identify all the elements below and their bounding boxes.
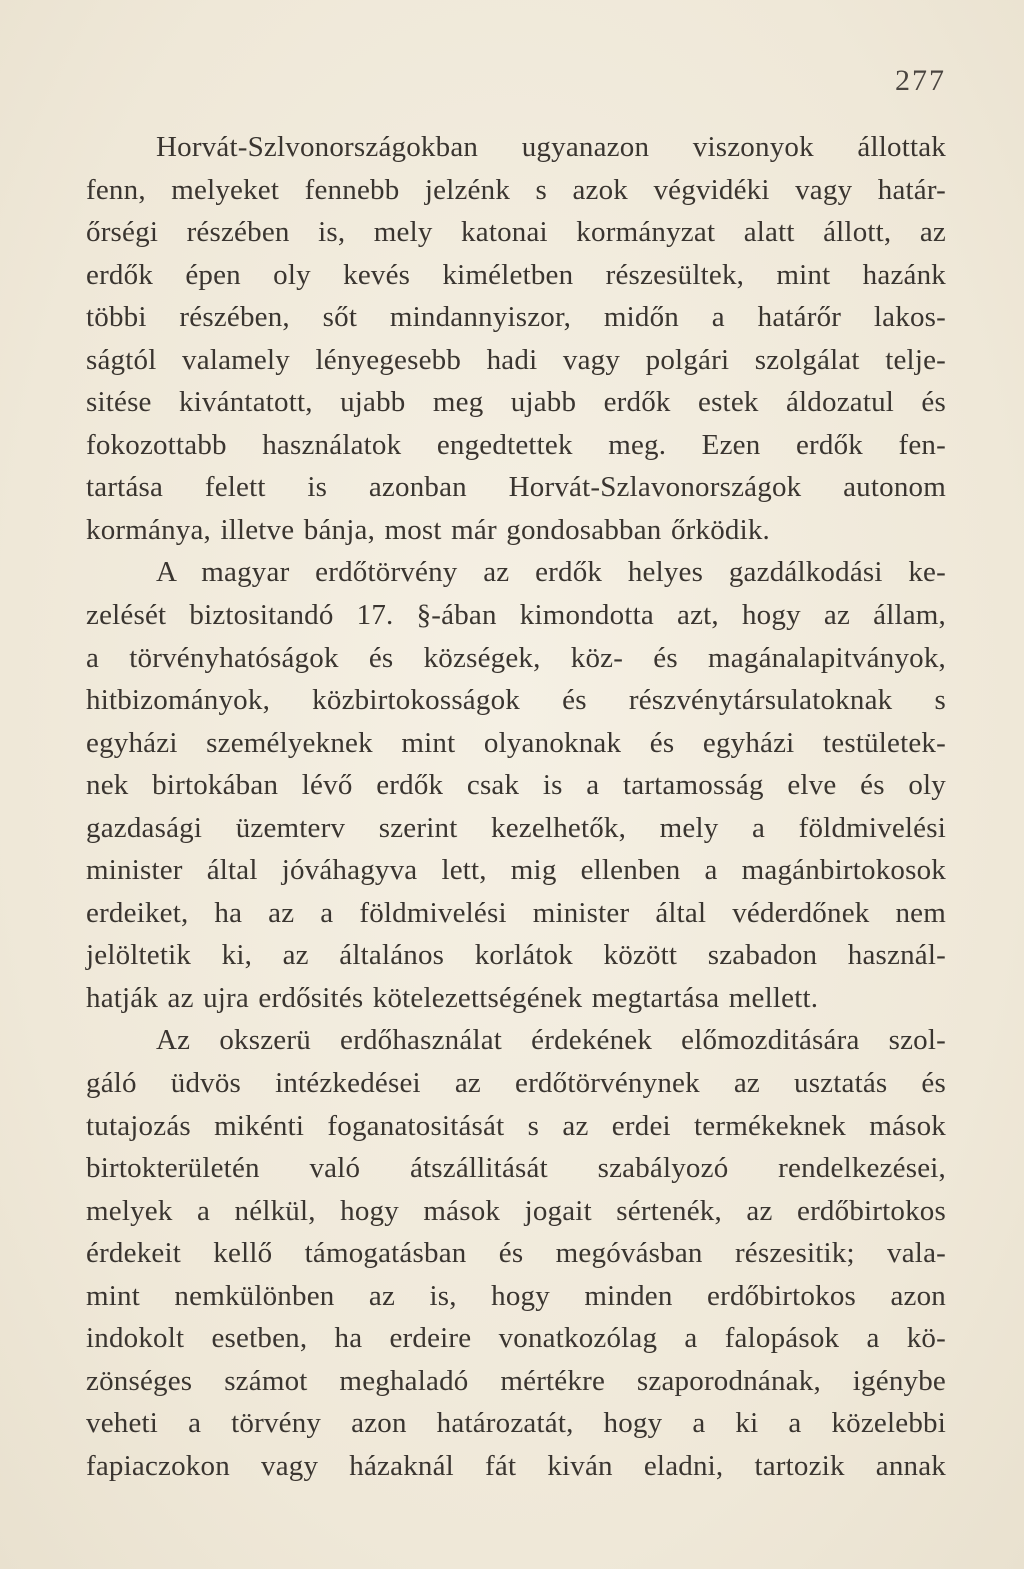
body-text	[86, 126, 946, 1488]
text-line: többi részében, sőt mindannyiszor, midőn a határőr lakos-	[86, 301, 946, 334]
text-line: egyházi személyeknek mint olyanoknak és egyházi testületek-	[86, 726, 946, 759]
text-line: Horvát-Szlvonországokban ugyanazon viszonyok állottak	[156, 131, 946, 163]
text-line: jelöltetik ki, az általános korlátok között szabadon használ-	[86, 939, 946, 972]
text-line: veheti a törvény azon határozatát, hogy a ki a közelebbi	[86, 1407, 946, 1440]
text-line: kormánya, illetve bánja, most már gondosabban őrködik.	[86, 513, 771, 546]
text-line: a törvényhatóságok és községek, köz- és magánalapitványok,	[86, 641, 946, 674]
text-line: A magyar erdőtörvény az erdők helyes gazdálkodási ke-	[156, 556, 946, 589]
text-line: gazdasági üzemterv szerint kezelhetők, mely a földmivelési	[86, 811, 946, 844]
text-line: zelését biztositandó 17. §-ában kimondotta azt, hogy az állam,	[86, 599, 946, 632]
paragraph-2	[86, 551, 946, 1019]
text-line: hatják az ujra erdősités kötelezettségének megtartása mellett.	[86, 981, 819, 1014]
paragraph-3	[86, 1019, 946, 1487]
page-number: 277	[895, 64, 946, 97]
text-line: melyek a nélkül, hogy mások jogait sértenék, az erdőbirtokos	[86, 1194, 946, 1227]
text-line: tartása felett is azonban Horvát-Szlavonországok autonom	[86, 471, 946, 504]
text-line: nek birtokában lévő erdők csak is a tartamosság elve és oly	[86, 769, 946, 802]
text-line: minister által jóváhagyva lett, mig ellenben a magánbirtokosok	[86, 854, 946, 887]
text-line: indokolt esetben, ha erdeire vonatkozólag a falopások a kö-	[86, 1322, 946, 1355]
text-line: erdeiket, ha az a földmivelési minister által véderdőnek nem	[86, 896, 946, 929]
text-line: mint nemkülönben az is, hogy minden erdőbirtokos azon	[86, 1279, 946, 1312]
text-line: őrségi részében is, mely katonai kormányzat alatt állott, az	[86, 216, 946, 249]
text-line: ságtól valamely lényegesebb hadi vagy polgári szolgálat telje-	[86, 343, 946, 376]
text-line: Az okszerü erdőhasználat érdekének előmozditására szol-	[156, 1024, 946, 1057]
text-line: fapiaczokon vagy házaknál fát kiván eladni, tartozik annak	[86, 1449, 946, 1482]
paragraph-1	[86, 126, 946, 551]
text-line: erdők épen oly kevés kiméletben részesültek, mint hazánk	[86, 258, 946, 291]
text-line: fenn, melyeket fennebb jelzénk s azok végvidéki vagy határ-	[86, 173, 946, 206]
text-line: sitése kivántatott, ujabb meg ujabb erdők estek áldozatul és	[86, 386, 946, 419]
text-line: fokozottabb használatok engedtettek meg. Ezen erdők fen-	[86, 428, 946, 461]
text-line: hitbizományok, közbirtokosságok és részvénytársulatoknak s	[86, 684, 946, 717]
text-line: gáló üdvös intézkedései az erdőtörvénynek az usztatás és	[86, 1067, 946, 1100]
text-line: érdekeit kellő támogatásban és megóvásban részesitik; vala-	[86, 1237, 946, 1270]
text-line: tutajozás mikénti foganatositását s az erdei termékeknek mások	[86, 1109, 946, 1142]
text-line: birtokterületén való átszállitását szabályozó rendelkezései,	[86, 1152, 946, 1185]
text-line: zönséges számot meghaladó mértékre szaporodnának, igénybe	[86, 1364, 946, 1397]
